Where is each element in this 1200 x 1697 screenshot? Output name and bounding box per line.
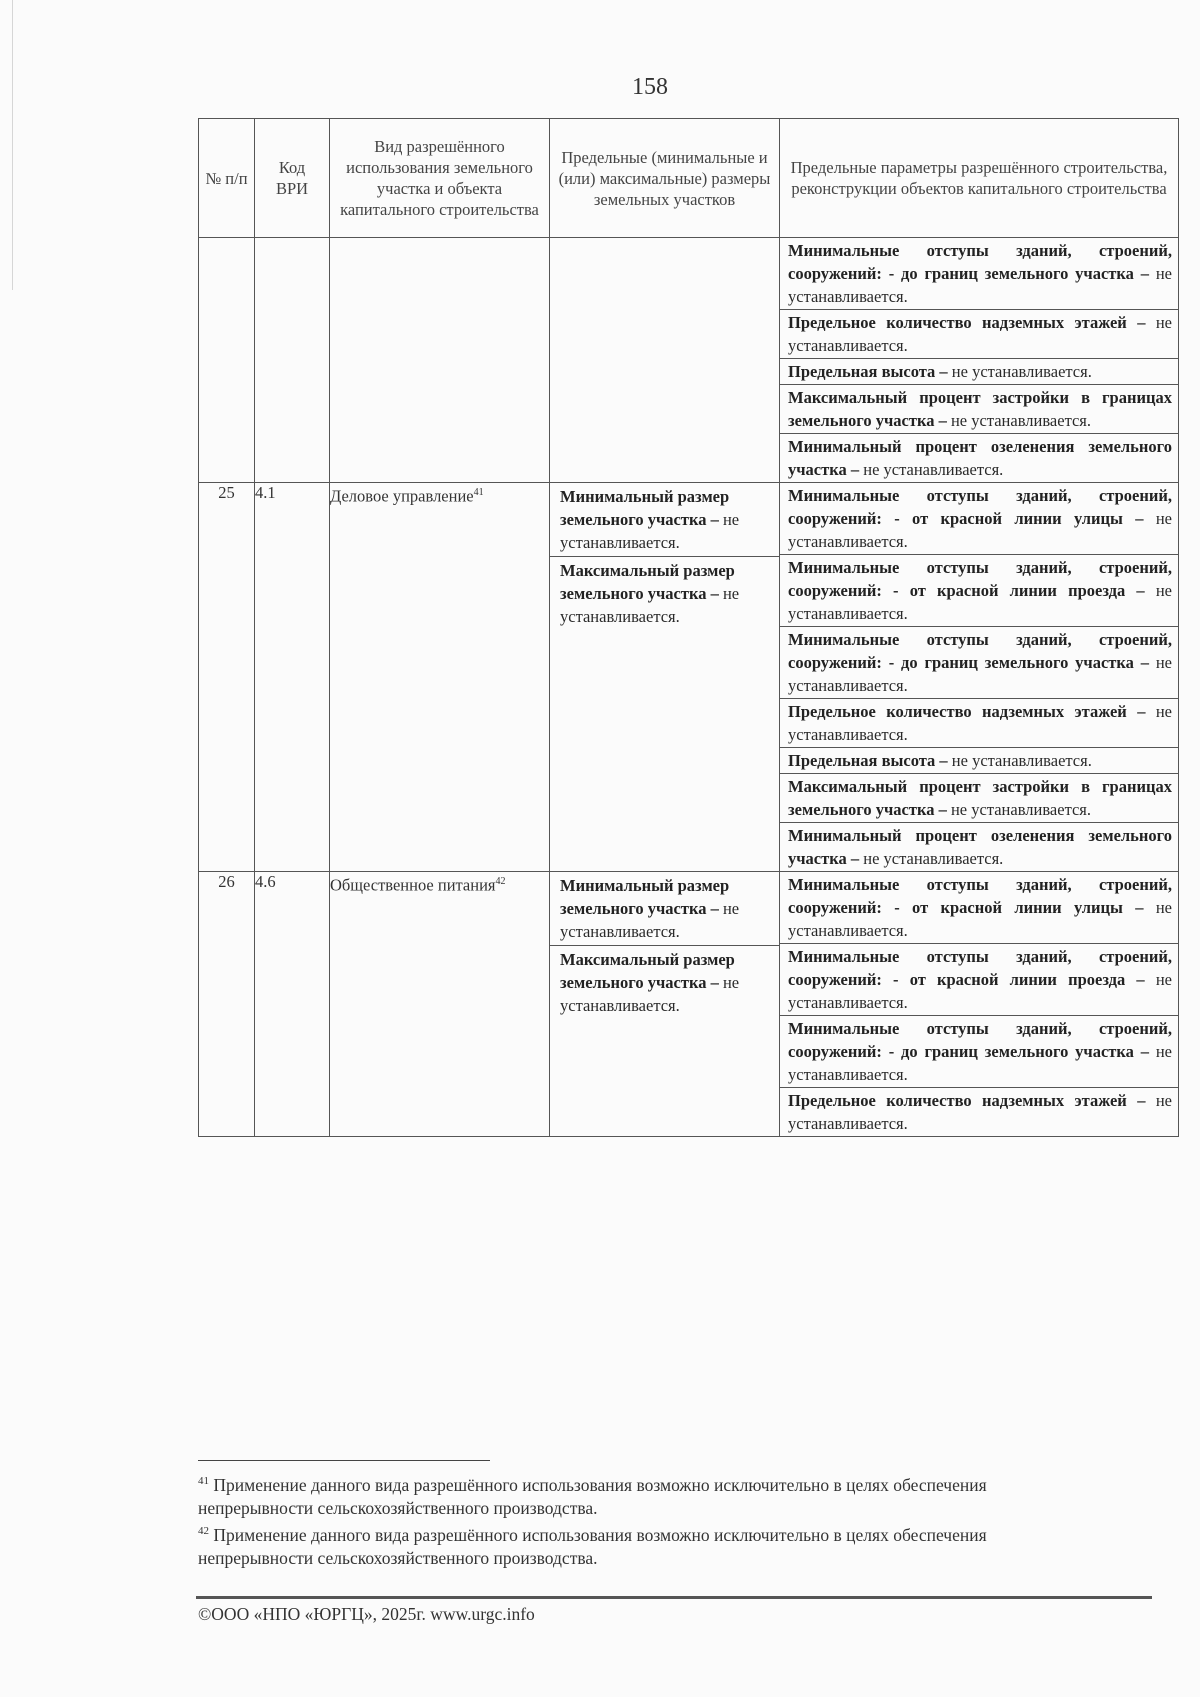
- param-block: [780, 310, 1178, 359]
- bold-text: Предельная высота –: [788, 362, 948, 381]
- bold-text: Минимальный размер земельного участка –: [560, 876, 730, 918]
- scan-edge-line: [12, 0, 13, 290]
- size-block: [550, 946, 779, 1019]
- regular-text: не устанавливается.: [788, 1091, 1172, 1133]
- regular-text: не устанавливается.: [788, 509, 1172, 551]
- bold-text: Минимальный процент озеленения земельного участка –: [788, 826, 1172, 868]
- bold-text: Минимальные отступы зданий, строений, сооружений: - от красной линии улицы –: [788, 875, 1172, 917]
- row-sizes-cell: [550, 483, 780, 872]
- table-header-row: [199, 119, 1179, 238]
- bold-text: Минимальный размер земельного участка –: [560, 487, 730, 529]
- regular-text: не устанавливается.: [859, 460, 1004, 479]
- bold-text: Минимальные отступы зданий, строений, сооружений: - до границ земельного участка –: [788, 1019, 1172, 1061]
- footnote-number: 41: [198, 1475, 209, 1487]
- footnote-separator: [198, 1460, 490, 1461]
- row-params-cell: [780, 483, 1179, 872]
- bold-text: Максимальный процент застройки в границах земельного участка –: [788, 777, 1172, 819]
- header-code: Код ВРИ: [255, 119, 330, 238]
- param-block: [780, 944, 1178, 1016]
- header-params: Предельные параметры разрешённого строительства, реконструкции объектов капитального строительства: [780, 119, 1179, 238]
- param-block: [780, 359, 1178, 385]
- regular-text: не устанавливается.: [560, 510, 740, 552]
- param-block: [780, 748, 1178, 774]
- param-block: [780, 555, 1178, 627]
- table-row: [199, 483, 1179, 872]
- param-block: [780, 1016, 1178, 1088]
- regular-text: не устанавливается.: [946, 800, 1092, 819]
- row-sizes-cell: [550, 872, 780, 1137]
- regular-text: не устанавливается.: [788, 313, 1172, 355]
- regular-text: не устанавливается.: [788, 581, 1172, 623]
- regular-text: не устанавливается.: [788, 898, 1172, 940]
- row-name-text: Деловое управление: [330, 486, 474, 506]
- footnote-ref: 41: [473, 487, 484, 498]
- bold-text: Минимальный процент озеленения земельного участка –: [788, 437, 1172, 479]
- param-block: [780, 823, 1178, 871]
- bold-text: Предельное количество надземных этажей –: [788, 313, 1146, 332]
- bold-text: Минимальные отступы зданий, строений, сооружений: - до границ земельного участка –: [788, 630, 1172, 672]
- param-block: [780, 385, 1178, 434]
- header-type: Вид разрешённого использования земельного участка и объекта капитального строительства: [330, 119, 550, 238]
- bold-text: Минимальные отступы зданий, строений, сооружений: - от красной линии проезда –: [788, 558, 1172, 600]
- row-name-text: Общественное питания: [330, 875, 496, 895]
- bold-text: Минимальные отступы зданий, строений, сооружений: - до границ земельного участка –: [788, 241, 1172, 283]
- bold-text: Предельное количество надземных этажей –: [788, 1091, 1146, 1110]
- bold-text: Максимальный процент застройки в границах земельного участка –: [788, 388, 1172, 430]
- footnotes: [198, 1470, 1098, 1570]
- regular-text: не устанавливается.: [788, 653, 1173, 695]
- row-name: [330, 872, 550, 1137]
- regular-text: не устанавливается.: [947, 751, 1092, 770]
- size-block: [550, 872, 779, 946]
- footnote-text: Применение данного вида разрешённого использования возможно исключительно в целях обеспечения непрерывности сельскохозяйственного производства.: [198, 1474, 987, 1518]
- param-block: [780, 483, 1178, 555]
- param-block: [780, 872, 1178, 944]
- header-size: Предельные (минимальные и (или) максимальные) размеры земельных участков: [550, 119, 780, 238]
- param-block: [780, 774, 1178, 823]
- regular-text: не устанавливается.: [947, 362, 1092, 381]
- regular-text: не устанавливается.: [946, 411, 1092, 430]
- footnote-item: [198, 1470, 1098, 1520]
- regulations-table: [198, 118, 1179, 1137]
- param-block: [780, 238, 1178, 310]
- row-code: 4.6: [255, 872, 330, 1137]
- regular-text: не устанавливается.: [859, 849, 1004, 868]
- regular-text: не устанавливается.: [788, 264, 1173, 306]
- regular-text: не устанавливается.: [560, 973, 740, 1015]
- param-block: [780, 1088, 1178, 1136]
- row-num: 25: [199, 483, 255, 872]
- bold-text: Максимальный размер земельного участка –: [560, 950, 735, 992]
- footnote-ref: 42: [495, 876, 506, 887]
- footnote-item: [198, 1520, 1098, 1570]
- regular-text: не устанавливается.: [788, 970, 1172, 1012]
- footnote-text: Применение данного вида разрешённого использования возможно исключительно в целях обеспечения непрерывности сельскохозяйственного производства.: [198, 1524, 987, 1568]
- bold-text: Максимальный размер земельного участка –: [560, 561, 735, 603]
- param-block: [780, 699, 1178, 748]
- regular-text: не устанавливается.: [788, 702, 1172, 744]
- row-name: [330, 483, 550, 872]
- bold-text: Минимальные отступы зданий, строений, сооружений: - от красной линии улицы –: [788, 486, 1172, 528]
- copyright: ©ООО «НПО «ЮРГЦ», 2025г. www.urgc.info: [198, 1604, 535, 1624]
- header-num: № п/п: [199, 119, 255, 238]
- regular-text: не устанавливается.: [560, 899, 740, 941]
- param-block: [780, 434, 1178, 482]
- continuation-params-cell: [780, 238, 1179, 483]
- bold-text: Минимальные отступы зданий, строений, сооружений: - от красной линии проезда –: [788, 947, 1172, 989]
- size-block: [550, 483, 779, 557]
- regular-text: не устанавливается.: [560, 584, 740, 626]
- page-number: 158: [632, 74, 668, 100]
- bold-text: Предельное количество надземных этажей –: [788, 702, 1146, 721]
- footer-rule: [196, 1596, 1152, 1599]
- size-block: [550, 557, 779, 630]
- param-block: [780, 627, 1178, 699]
- bold-text: Предельная высота –: [788, 751, 948, 770]
- row-code: 4.1: [255, 483, 330, 872]
- table-row: [199, 872, 1179, 1137]
- row-params-cell: [780, 872, 1179, 1137]
- continuation-row: [199, 238, 1179, 483]
- regular-text: не устанавливается.: [788, 1042, 1173, 1084]
- row-num: 26: [199, 872, 255, 1137]
- footnote-number: 42: [198, 1524, 209, 1537]
